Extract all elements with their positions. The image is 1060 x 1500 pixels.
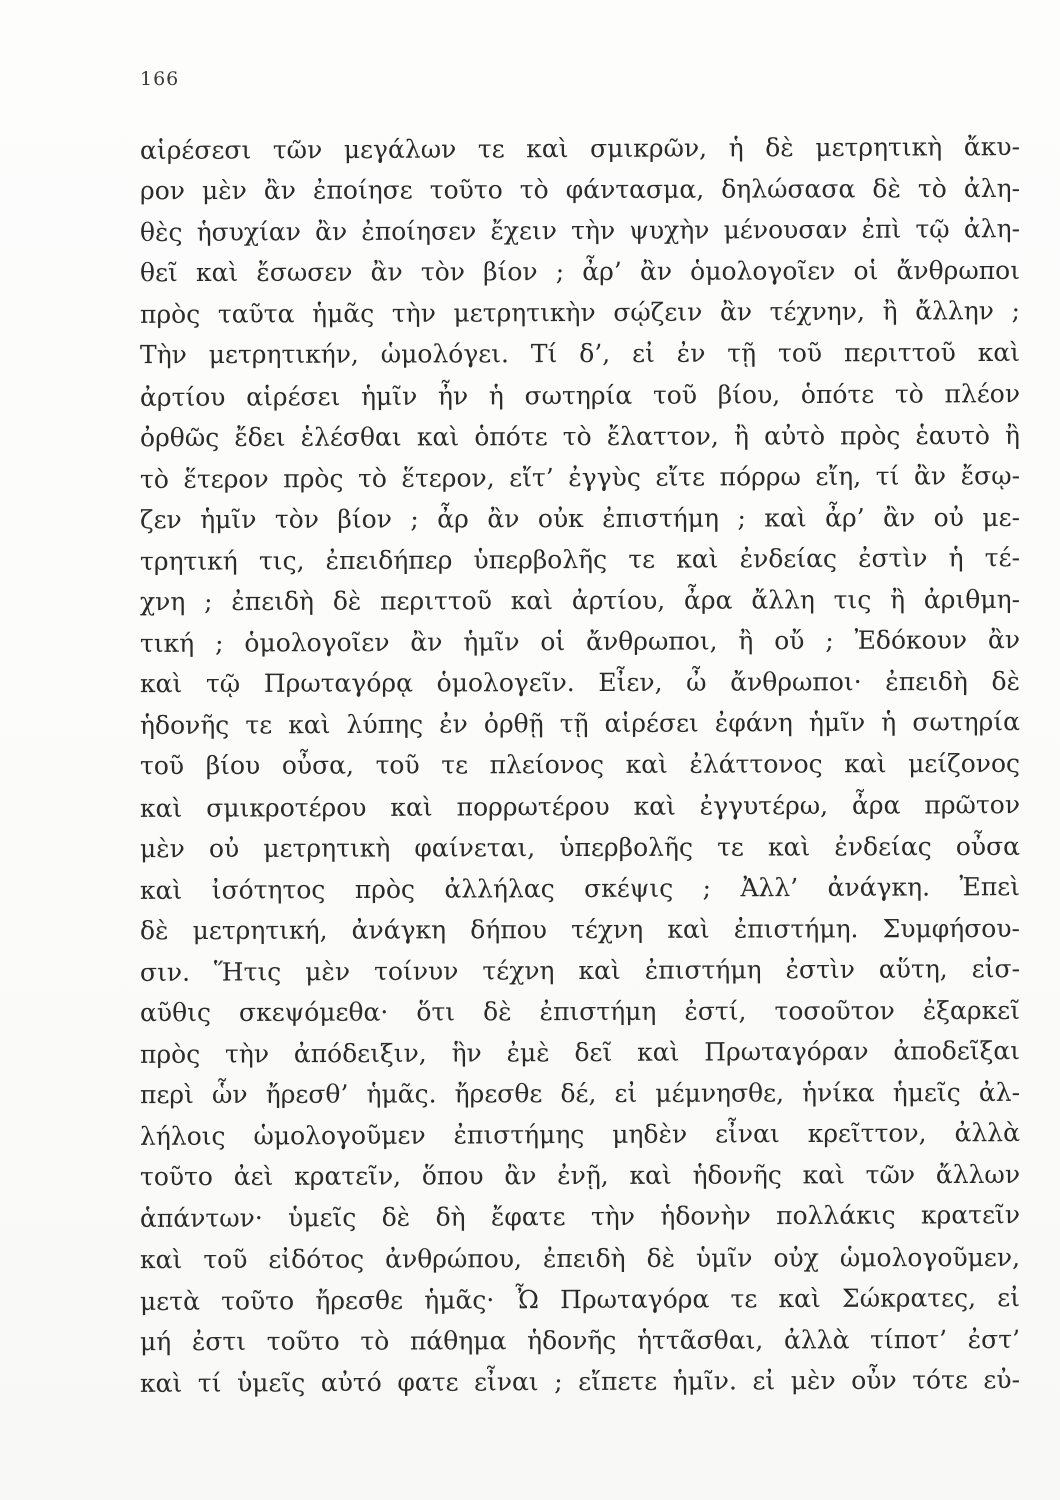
text-line: ζεν ἡμῖν τὸν βίον ; ἆρ ἂν οὐκ ἐπιστήμη ; καὶ ἆρ’ ἂν οὐ με- [139, 502, 1021, 534]
page-number: 166 [140, 68, 180, 90]
text-line: Τὴν μετρητικήν, ὡμολόγει. Τί δ’, εἰ ἐν τῇ τοῦ περιττοῦ καὶ [139, 338, 1021, 370]
text-line: τοῦ βίου οὖσα, τοῦ τε πλείονος καὶ ἐλάττονος καὶ μείζονος [139, 749, 1021, 781]
text-line: ἡδονῆς τε καὶ λύπης ἐν ὀρθῇ τῇ αἱρέσει ἐφάνη ἡμῖν ἡ σωτηρία [139, 707, 1021, 741]
text-line: αῦθις σκεψόμεθα· ὅτι δὲ ἐπιστήμη ἐστί, τοσοῦτον ἐξαρκεῖ [139, 995, 1021, 1028]
text-line: δὲ μετρητική, ἀνάγκη δήπου τέχνη καὶ ἐπιστήμη. Συμφήσου- [139, 913, 1021, 945]
text-line: ρον μὲν ἂν ἐποίησε τοῦτο τὸ φάντασμα, δηλώσασα δὲ τὸ ἀλη- [139, 173, 1021, 206]
text-line: τική ; ὁμολογοῖεν ἂν ἡμῖν οἱ ἄνθρωποι, ἢ οὔ ; Ἐδόκουν ἂν [139, 625, 1021, 659]
text-line: μή ἐστι τοῦτο τὸ πάθημα ἡδονῆς ἡττᾶσθαι, ἀλλὰ τίποτ’ ἐστ’ [139, 1324, 1021, 1356]
text-line: ὀρθῶς ἔδει ἑλέσθαι καὶ ὁπότε τὸ ἔλαττον, ἢ αὐτὸ πρὸς ἑαυτὸ ἢ [139, 420, 1021, 452]
text-line: πρὸς ταῦτα ἡμᾶς τὴν μετρητικὴν σῴζειν ἂν τέχνην, ἢ ἄλλην ; [139, 296, 1021, 330]
text-line: καὶ σμικροτέρου καὶ πορρωτέρου καὶ ἐγγυτέρω, ἆρα πρῶτον [139, 789, 1021, 823]
text-line: χνη ; ἐπειδὴ δὲ περιττοῦ καὶ ἀρτίου, ἆρα ἄλλη τις ἢ ἀριθμη- [139, 584, 1021, 617]
text-line: αἱρέσεσι τῶν μεγάλων τε καὶ σμικρῶν, ἡ δὲ μετρητικὴ ἄκυ- [139, 132, 1021, 165]
text-line: τὸ ἕτερον πρὸς τὸ ἕτερον, εἴτ’ ἐγγὺς εἴτε πόρρω εἴη, τί ἂν ἔσῳ- [139, 460, 1021, 494]
text-line: σιν. Ἥτις μὲν τοίνυν τέχνη καὶ ἐπιστήμη ἐστὶν αὕτη, εἰσ- [139, 953, 1021, 987]
greek-text-body [140, 128, 1020, 1402]
text-line: μὲν οὐ μετρητικὴ φαίνεται, ὑπερβολῆς τε καὶ ἐνδείας οὖσα [139, 831, 1021, 863]
text-line: ἀρτίου αἱρέσει ἡμῖν ἦν ἡ σωτηρία τοῦ βίου, ὁπότε τὸ πλέον [139, 378, 1021, 412]
text-line: ἁπάντων· ὑμεῖς δὲ δὴ ἔφατε τὴν ἡδονὴν πολλάκις κρατεῖν [139, 1200, 1021, 1234]
text-line: πρὸς τὴν ἀπόδειξιν, ἣν ἐμὲ δεῖ καὶ Πρωταγόραν ἀποδεῖξαι [139, 1036, 1021, 1069]
text-line: καὶ τί ὑμεῖς αὐτό φατε εἶναι ; εἴπετε ἡμῖν. εἰ μὲν οὖν τότε εὐ- [139, 1364, 1021, 1398]
text-line: περὶ ὧν ἤρεσθ’ ἡμᾶς. ἤρεσθε δέ, εἰ μέμνησθε, ἡνίκα ἡμεῖς ἀλ- [139, 1078, 1021, 1110]
text-line: καὶ ἰσότητος πρὸς ἀλλήλας σκέψις ; Ἀλλ’ ἀνάγκη. Ἐπεὶ [139, 871, 1021, 905]
text-line: τοῦτο ἀεὶ κρατεῖν, ὅπου ἂν ἐνῇ, καὶ ἡδονῆς καὶ τῶν ἄλλων [139, 1160, 1021, 1192]
text-line: θεῖ καὶ ἔσωσεν ἂν τὸν βίον ; ἆρ’ ἂν ὁμολογοῖεν οἱ ἄνθρωποι [139, 256, 1021, 288]
text-line: καὶ τῷ Πρωταγόρᾳ ὁμολογεῖν. Εἶεν, ὦ ἄνθρωποι· ἐπειδὴ δὲ [139, 667, 1021, 699]
text-line: λήλοις ὡμολογοῦμεν ἐπιστήμης μηδὲν εἶναι κρεῖττον, ἀλλὰ [139, 1118, 1021, 1152]
text-line: θὲς ἡσυχίαν ἂν ἐποίησεν ἔχειν τὴν ψυχὴν μένουσαν ἐπὶ τῷ ἀλη- [139, 214, 1021, 248]
text-line: καὶ τοῦ εἰδότος ἀνθρώπου, ἐπειδὴ δὲ ὑμῖν οὐχ ὡμολογοῦμεν, [139, 1242, 1021, 1274]
text-line: μετὰ τοῦτο ἤρεσθε ἡμᾶς· Ὦ Πρωταγόρα τε καὶ Σώκρατες, εἰ [139, 1282, 1021, 1316]
text-line: τρητική τις, ἐπειδήπερ ὑπερβολῆς τε καὶ ἐνδείας ἐστὶν ἡ τέ- [139, 543, 1021, 576]
